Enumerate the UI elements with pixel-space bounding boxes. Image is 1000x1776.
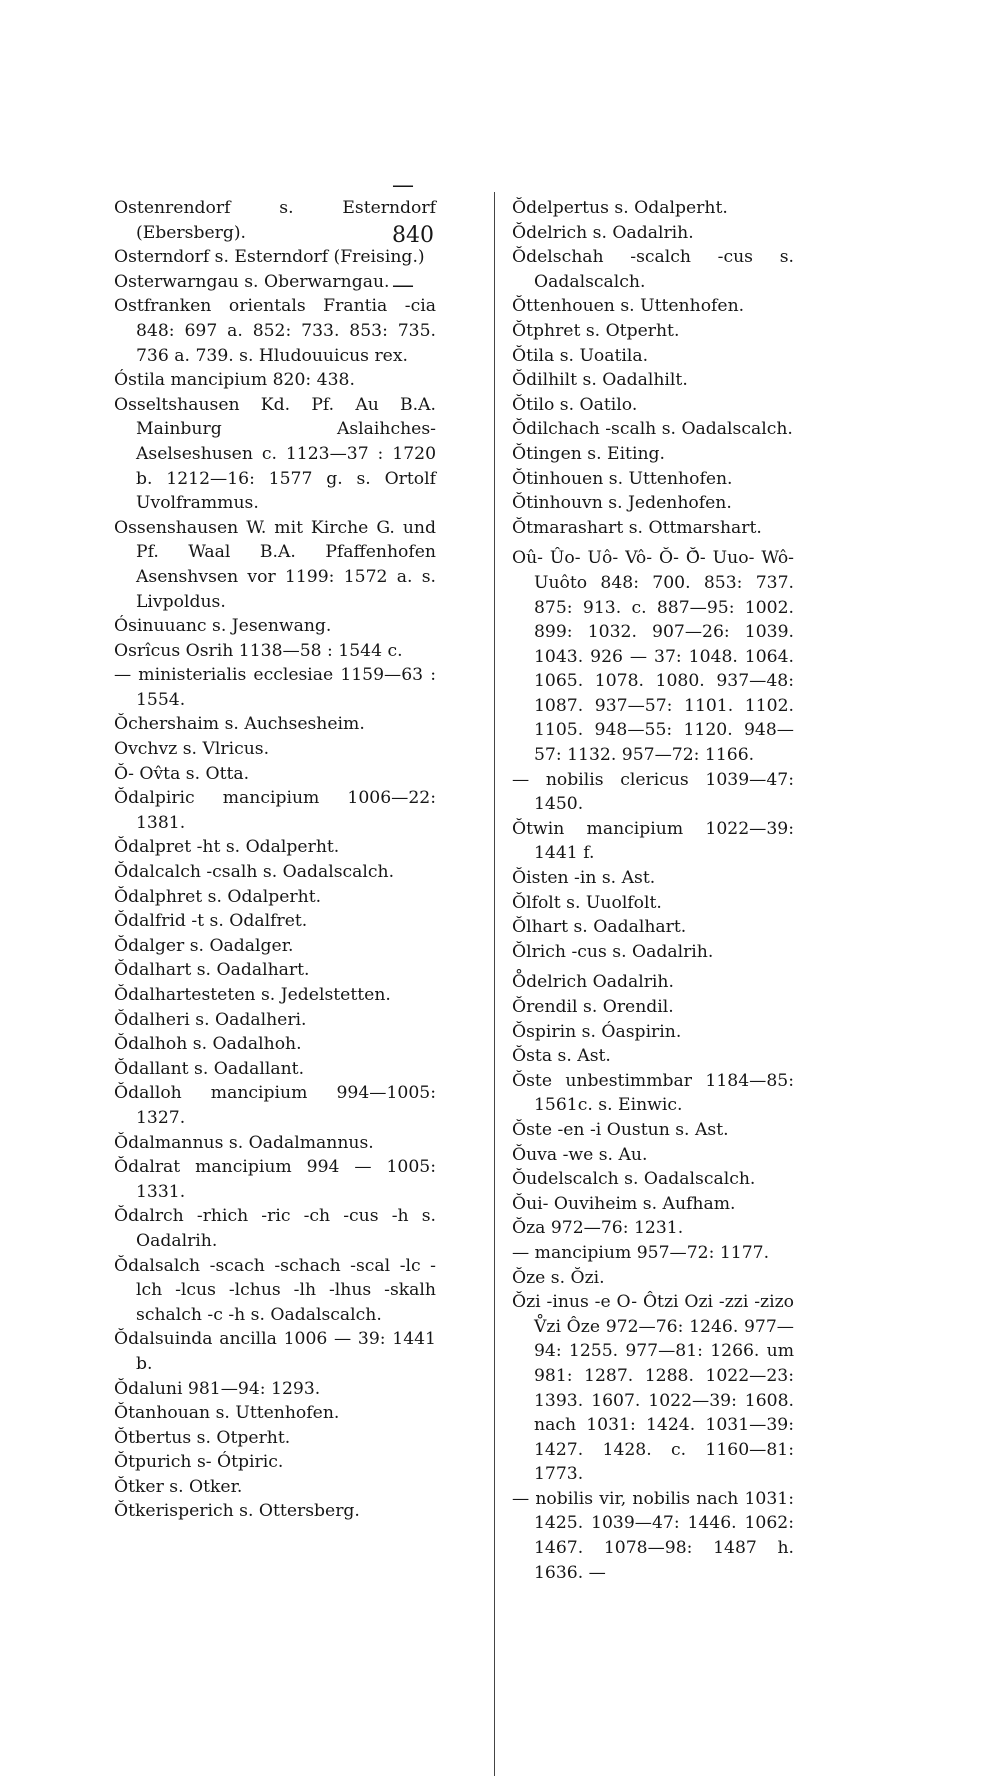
- index-entry: Ŏudelscalch s. Oadalscalch.: [512, 1169, 756, 1190]
- index-entry: Ŏrendil s. Orendil.: [512, 997, 674, 1017]
- index-entry: Ŏtilo s. Oatilo.: [512, 394, 638, 415]
- index-entry: Ŏlrich -cus s. Oadalrih.: [512, 941, 714, 962]
- index-entry: Ŏdalpiric mancipium 1006—22: 1381.: [114, 788, 436, 833]
- index-entry: Óstila mancipium 820: 438.: [114, 370, 355, 391]
- index-entry: Ŏdelpertus s. Odalperht.: [512, 198, 728, 218]
- index-entry: Ostfranken orientals Frantia -cia 848: 697 a. 852: 733. 853: 735. 736 a. 739. s. Hludouuicus rex.: [114, 296, 436, 366]
- index-entry: Ŏdallant s. Oadallant.: [114, 1058, 305, 1079]
- index-entry: Ŏui- Ouviheim s. Aufham.: [512, 1193, 736, 1214]
- index-entry: Ŏtker s. Otker.: [114, 1476, 243, 1497]
- index-entry: Osrîcus Osrih 1138—58 : 1544 c.: [114, 640, 403, 661]
- page-number: 840: [391, 223, 434, 248]
- index-entry: — ministerialis ecclesiae 1159—63 : 1554.: [114, 665, 436, 710]
- index-entry: Ŏdalcalch -csalh s. Oadalscalch.: [114, 862, 395, 883]
- index-entry: Ŏtwin mancipium 1022—39: 1441 f.: [512, 818, 794, 864]
- index-entry: Ŏdalger s. Oadalger.: [114, 935, 294, 956]
- index-entry: Ŏdalmannus s. Oadalmannus.: [114, 1132, 374, 1153]
- index-entry: Ŏtinhouvn s. Jedenhofen.: [512, 493, 732, 514]
- index-entry: Ŏspirin s. Óaspirin.: [512, 1021, 682, 1042]
- index-entry: Ŏtila s. Uoatila.: [512, 345, 649, 366]
- index-entry: Ŏdalhart s. Oadalhart.: [114, 960, 310, 981]
- index-entry: Ŏdalphret s. Odalperht.: [114, 886, 322, 907]
- index-entry: Ŏdalpret -ht s. Odalperht.: [114, 837, 340, 858]
- index-entry: Ŏtkerisperich s. Ottersberg.: [114, 1501, 360, 1522]
- index-entry: Ŏdalloh mancipium 994—1005: 1327.: [114, 1083, 436, 1128]
- index-entry: Ovchvz s. Vlricus.: [114, 739, 270, 760]
- index-entry: Ŏste unbestimmbar 1184—85: 1561c. s. Einwic.: [512, 1070, 794, 1116]
- index-entry: — nobilis clericus 1039—47: 1450.: [512, 769, 794, 815]
- index-entry: Ŏdalrat mancipium 994 — 1005: 1331.: [114, 1157, 436, 1202]
- index-entry: — mancipium 957—72: 1177.: [512, 1242, 770, 1263]
- index-entry: Osterndorf s. Esterndorf (Freising.): [114, 247, 425, 268]
- index-entry: Ŏlfolt s. Uuolfolt.: [512, 892, 662, 913]
- index-entry: Ŏuva -we s. Au.: [512, 1144, 648, 1165]
- index-entry: Ŏdaluni 981—94: 1293.: [114, 1378, 321, 1399]
- index-entry: Ŏdalfrid -t s. Odalfret.: [114, 911, 308, 932]
- index-entry: Ŏtphret s. Otperht.: [512, 320, 680, 341]
- left-column: [114, 196, 436, 1524]
- index-entry: Ŏdalhoh s. Oadalhoh.: [114, 1034, 302, 1055]
- index-entry: Ŏ- Ov̂ta s. Otta.: [114, 763, 250, 784]
- index-entry: Ŏtpurich s- Ótpiric.: [114, 1452, 284, 1473]
- index-entry: Ŏzi -inus -e O- Ôtzi Ozi -zzi -zizo V̊zi Ôze 972—76: 1246. 977—94: 1255. 977—81: 1266. um 981: 1287. 1288. 1022—23: 1393. 1607. 1022—39: 1608. nach 1031: 1424. 1031—39: 1427. 1428. c. 1160—81: 1773.: [512, 1292, 794, 1485]
- index-entry: Ŏze s. Ŏzi.: [512, 1267, 605, 1288]
- index-entry: Ossenshausen W. mit Kirche G. und Pf. Waal B.A. Pfaffenhofen Asenshvsen vor 1199: 1572 a. s. Livpoldus.: [114, 517, 436, 612]
- index-entry: Ŏsta s. Ast.: [512, 1046, 611, 1067]
- index-entry: Ŏste -en -i Oustun s. Ast.: [512, 1119, 729, 1140]
- index-entry: — nobilis vir, nobilis nach 1031: 1425. 1039—47: 1446. 1062: 1467. 1078—98: 1487 h. 1636. —: [512, 1488, 794, 1583]
- index-entry: Ostenrendorf s. Esterndorf (Ebersberg).: [114, 198, 436, 243]
- index-entry: Ŏtbertus s. Otperht.: [114, 1427, 291, 1448]
- index-entry: Ŏlhart s. Oadalhart.: [512, 917, 687, 938]
- index-entry: Ŏdelrich s. Oadalrih.: [512, 222, 694, 243]
- index-entry: Ŏchershaim s. Auchsesheim.: [114, 714, 365, 735]
- index-entry: O̊delrich Oadalrih.: [512, 972, 674, 993]
- index-entry: Ŏdalheri s. Oadalheri.: [114, 1009, 307, 1030]
- index-entry: Ŏtingen s. Eiting.: [512, 443, 666, 464]
- index-entry: Ŏdalhartesteten s. Jedelstetten.: [114, 985, 391, 1005]
- index-entry: Ósinuuanc s. Jesenwang.: [114, 616, 332, 637]
- index-entry: Osterwarngau s. Oberwarngau.: [114, 271, 390, 292]
- index-entry: Ŏdilchach -scalh s. Oadalscalch.: [512, 419, 793, 440]
- index-entry: Ŏtmarashart s. Ottmarshart.: [512, 517, 762, 538]
- index-entry: Ŏisten -in s. Ast.: [512, 868, 656, 889]
- right-column: [512, 196, 794, 1585]
- index-entry: Osseltshausen Kd. Pf. Au B.A. Mainburg Aslaihches- Aselseshusen c. 1123—37 : 1720 b. 1212—16: 1577 g. s. Ortolf Uvolframmus.: [114, 394, 436, 514]
- index-entry: Ŏdelschah -scalch -cus s. Oadalscalch.: [512, 247, 794, 292]
- header-dash-left: —: [391, 173, 414, 198]
- index-entry: Ŏtinhouen s. Uttenhofen.: [512, 468, 733, 489]
- column-divider: [494, 192, 495, 1776]
- header-dash-right: —: [391, 273, 414, 298]
- index-entry: Ŏtanhouan s. Uttenhofen.: [114, 1403, 340, 1424]
- index-entry: Oû- Ûo- Uô- Vô- Ŏ- Ŏ̂- Uuo- Wô- Uuôto 848: 700. 853: 737. 875: 913. c. 887—95: 1002. 899: 1032. 907—26: 1039. 1043. 926 — 37: 1048. 1064. 1065. 1078. 1080. 937—48: 1087. 937—57: 1101. 1102. 1105. 948—55: 1120. 948—57: 1132. 957—72: 1166.: [512, 548, 794, 766]
- index-entry: Ŏza 972—76: 1231.: [512, 1218, 684, 1239]
- index-entry: Ŏttenhouen s. Uttenhofen.: [512, 296, 745, 317]
- index-entry: Ŏdalrch -rhich -ric -ch -cus -h s. Oadalrih.: [114, 1206, 436, 1251]
- index-entry: Ŏdilhilt s. Oadalhilt.: [512, 370, 688, 391]
- index-entry: Ŏdalsuinda ancilla 1006 — 39: 1441 b.: [114, 1329, 436, 1374]
- index-entry: Ŏdalsalch -scach -schach -scal -lc -lch -lcus -lchus -lh -lhus -skalh schalch -c -h s. Oadalscalch.: [114, 1255, 436, 1325]
